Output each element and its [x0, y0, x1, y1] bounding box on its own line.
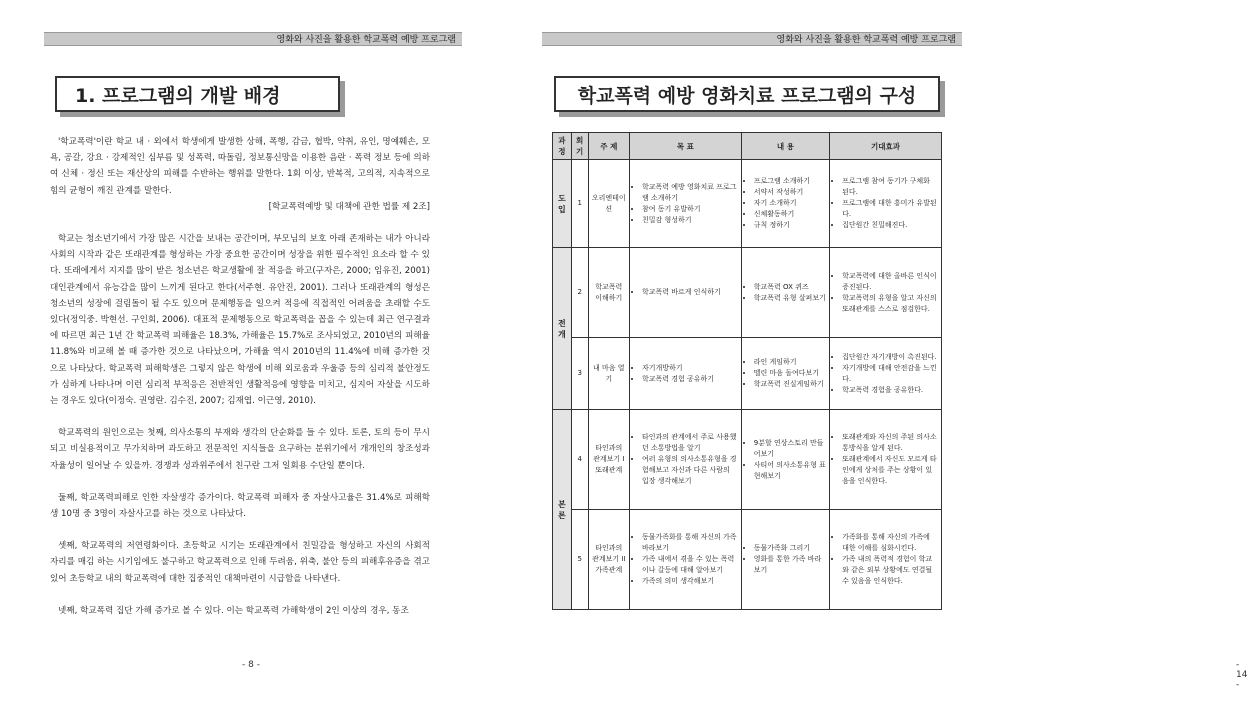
list-item: • 친밀감 형성하기: [642, 215, 738, 226]
list-item: • 프로그램 참여 동기가 구체화 된다.: [842, 176, 938, 198]
effects-cell: [830, 510, 942, 610]
column-header: 과정: [553, 133, 572, 160]
column-header: 목 표: [629, 133, 741, 160]
column-header: 회기: [571, 133, 588, 160]
table-header-row: [553, 133, 942, 160]
list-item: • 학교폭력 바르게 인식하기: [642, 287, 738, 298]
list-item: • 9분할 연상스토리 만들어보기: [754, 438, 826, 460]
contents-cell: [741, 510, 829, 610]
list-item: • 가족의 의미 생각해보기: [642, 576, 738, 587]
contents-cell: [741, 338, 829, 410]
goals-cell: [629, 160, 741, 248]
topic-cell: 타인과의 관계보기 II 가족관계: [588, 510, 629, 610]
list-item: • 자기개방에 대해 안전감을 느낀다.: [842, 363, 938, 385]
column-header: 내 용: [741, 133, 829, 160]
list-item: • 멜린 마음 돌여다보기: [754, 368, 826, 379]
list-item: • 학교폭력 유형 살펴보기: [754, 293, 826, 304]
column-header: 주 제: [588, 133, 629, 160]
list-item: • 가족화를 통해 자신의 가족에 대한 이해를 심화시킨다.: [842, 532, 938, 554]
left-page: [0, 0, 500, 707]
paragraph: 둘째, 학교폭력피해로 인한 자살생각 증가이다. 학교폭력 피해자 중 자살사고율은 31.4%로 피해학생 10명 중 3명이 자살사고를 하는 것으로 나타났다.: [50, 492, 430, 520]
session-cell: 3: [571, 338, 588, 410]
contents-cell: [741, 248, 829, 338]
list-item: • 학교폭력 진실게임하기: [754, 379, 826, 390]
running-header: 영화와 사진을 활용한 학교폭력 예방 프로그램: [542, 32, 962, 46]
table-title: 학교폭력 예방 영화치료 프로그램의 구성: [554, 76, 940, 112]
table-row: [553, 248, 942, 338]
topic-cell: 학교폭력 이해하기: [588, 248, 629, 338]
list-item: • 학교폭력 예방 영화치료 프로그램 소개하기: [642, 182, 738, 204]
paragraph: 넷째, 학교폭력 집단 가해 증가로 볼 수 있다. 이는 학교폭력 가해학생이 2인 이상의 경우, 동조: [58, 605, 409, 616]
page-number: - 8 -: [242, 660, 260, 670]
effects-cell: [830, 160, 942, 248]
list-item: • 또래관계에서 자신도 모르게 타인에게 상처를 주는 상황이 있음을 인식한다.: [842, 454, 938, 487]
table-row: [553, 510, 942, 610]
list-item: • 또래관계와 자신의 주된 의사소통방식을 알게 된다.: [842, 432, 938, 454]
session-cell: 5: [571, 510, 588, 610]
list-item: • 학교폭력 경험을 공유한다.: [842, 385, 938, 396]
list-item: • 프로그램에 대한 흥미가 유발된다.: [842, 198, 938, 220]
list-item: • 자기 소개하기: [754, 198, 826, 209]
paragraph: 학교폭력의 원인으로는 첫째, 의사소통의 부재와 생각의 단순화를 들 수 있다. 토론, 토의 등이 무시되고 비실용적이고 무가치하며 과도하고 전문적인 지식들을 요구하는 분위기에서 개개인의 창조성과 자율성이 일어날 수 있을까. 경쟁과 성과위주에서 친구란 그저 일회용 수단일 뿐이다.: [50, 428, 430, 471]
paragraph: 셋째, 학교폭력의 저연령화이다. 초등학교 시기는 또래관계에서 친밀감을 형성하고 자신의 사회적 자리를 매김 하는 시기임에도 불구하고 학교폭력으로 인해 두려움, 위축, 불안 등의 피해후유증을 겪고 있어 초등학교 내의 학교폭력에 대한 집중적인 대책마련이 시급함을 나타낸다.: [50, 541, 430, 584]
effects-cell: [830, 410, 942, 510]
list-item: • 서약서 작성하기: [754, 187, 826, 198]
list-item: • 학교폭력 OX 퀴즈: [754, 282, 826, 293]
list-item: • 영화를 통한 가족 바라보기: [754, 554, 826, 576]
list-item: • 라인 게임하기: [754, 357, 826, 368]
goals-cell: [629, 338, 741, 410]
list-item: • 학교폭력 경험 공유하기: [642, 374, 738, 385]
paragraph: 학교는 청소년기에서 가장 많은 시간을 보내는 공간이며, 부모님의 보호 아래 존재하는 내가 아니라 사회의 시작과 같은 또래관계를 형성하는 가장 중요한 공간이며 성장을 위한 필수적인 요소라 할 수 있다. 또래에게서 지지를 많이 받은 청소년은 학교생활에 잘 적응을 하고(구자은, 2000; 임유진, 2001) 대인관계에서 유능감을 많이 느끼게 된다고 한다(서주현. 유안진, 2001). 그러나 또래관계의 형성은 청소년의 성장에 걸림돌이 될 수도 있으며 문제행동을 일으켜 적응에 직접적인 어려움을 초래할 수도 있다(정익중. 박현선. 구인회, 2006). 대표적 문제행동으로 학교폭력을 꼽을 수 있는데 최근 연구결과에 따르면 최근 1년 간 학교폭력 피해율은 18.3%, 가해율은 15.7%로 조사되었고, 2010년의 피해율 11.8%와 비교해 볼 때 증가한 것으로 나타났으며, 가해율 역시 2010년의 11.4%에 비해 증가한 것으로 나타났다. 학교폭력 피해학생은 그렇지 않은 학생에 비해 외로움과 우울증 등의 심리적 불안정도가 심하게 나타나며 이런 심리적 부적응은 전반적인 생활적응에 영향을 미치고, 심지어 자살을 시도하는 경우도 있다(이정숙. 권영란. 김수진, 2007; 김재엽. 이근영, 2010).: [50, 234, 430, 407]
list-item: • 타인과의 관계에서 주로 사용했던 소통방법을 알기: [642, 432, 738, 454]
column-header: 기대효과: [830, 133, 942, 160]
goals-cell: [629, 248, 741, 338]
list-item: • 학교폭력의 유형을 알고 자신의 또래관계를 스스로 점검한다.: [842, 293, 938, 315]
citation: [학교폭력예방 및 대책에 관한 법률 제 2조]: [268, 201, 430, 212]
topic-cell: 내 마음 열기: [588, 338, 629, 410]
goals-cell: [629, 410, 741, 510]
page-number: - 14 -: [1236, 660, 1247, 690]
table-row: [553, 160, 942, 248]
list-item: • 규칙 정하기: [754, 220, 826, 231]
list-item: • 동물가족화 그리기: [754, 543, 826, 554]
list-item: • 동물가족화를 통해 자신의 가족 바라보기: [642, 532, 738, 554]
list-item: • 집단원간 자기개방이 촉진된다.: [842, 352, 938, 363]
list-item: • 사티어 의사소통유형 표현해보기: [754, 460, 826, 482]
list-item: • 가족 내의 폭력적 경험이 학교와 같은 외부 상황에도 연결될 수 있음을 인식한다.: [842, 554, 938, 587]
running-header: 영화와 사진을 활용한 학교폭력 예방 프로그램: [44, 32, 462, 46]
stage-cell: 도입: [553, 160, 572, 248]
list-item: • 참여 동기 유발하기: [642, 204, 738, 215]
paragraph: '학교폭력'이란 학교 내 · 외에서 학생에게 발생한 상해, 폭행, 감금, 협박, 약취, 유인, 명예훼손, 모욕, 공갈, 강요 · 강제적인 심부름 및 성폭력, 따돌림, 정보통신망을 이용한 음란 · 폭력 정보 등에 의하여 신체 · 정신 또는 재산상의 피해를 수반하는 행위를 말한다. 1회 이상, 반복적, 고의적, 지속적으로 힘의 균형이 깨진 관계를 말한다.: [50, 137, 430, 196]
list-item: • 신체활동하기: [754, 209, 826, 220]
effects-cell: [830, 338, 942, 410]
list-item: • 가족 내에서 겪을 수 있는 폭력이나 갈등에 대해 알아보기: [642, 554, 738, 576]
list-item: • 학교폭력에 대한 올바른 인식이 증진된다.: [842, 271, 938, 293]
session-cell: 4: [571, 410, 588, 510]
stage-cell: 전개: [553, 248, 572, 410]
stage-cell: 본론: [553, 410, 572, 610]
program-table: [552, 132, 942, 610]
topic-cell: 오리엔테이션: [588, 160, 629, 248]
session-cell: 2: [571, 248, 588, 338]
contents-cell: [741, 410, 829, 510]
topic-cell: 타인과의 관계보기 I 또래관계: [588, 410, 629, 510]
table-row: [553, 338, 942, 410]
contents-cell: [741, 160, 829, 248]
list-item: • 여러 유형의 의사소통유형을 경험해보고 자신과 다른 사람의 입장 생각해보기: [642, 454, 738, 487]
body-text: [50, 134, 430, 619]
goals-cell: [629, 510, 741, 610]
list-item: • 자기개방하기: [642, 363, 738, 374]
table-row: [553, 410, 942, 510]
section-title: 1. 프로그램의 개발 배경: [55, 76, 340, 112]
effects-cell: [830, 248, 942, 338]
list-item: • 프로그램 소개하기: [754, 176, 826, 187]
session-cell: 1: [571, 160, 588, 248]
list-item: • 집단원간 친밀해진다.: [842, 220, 938, 231]
